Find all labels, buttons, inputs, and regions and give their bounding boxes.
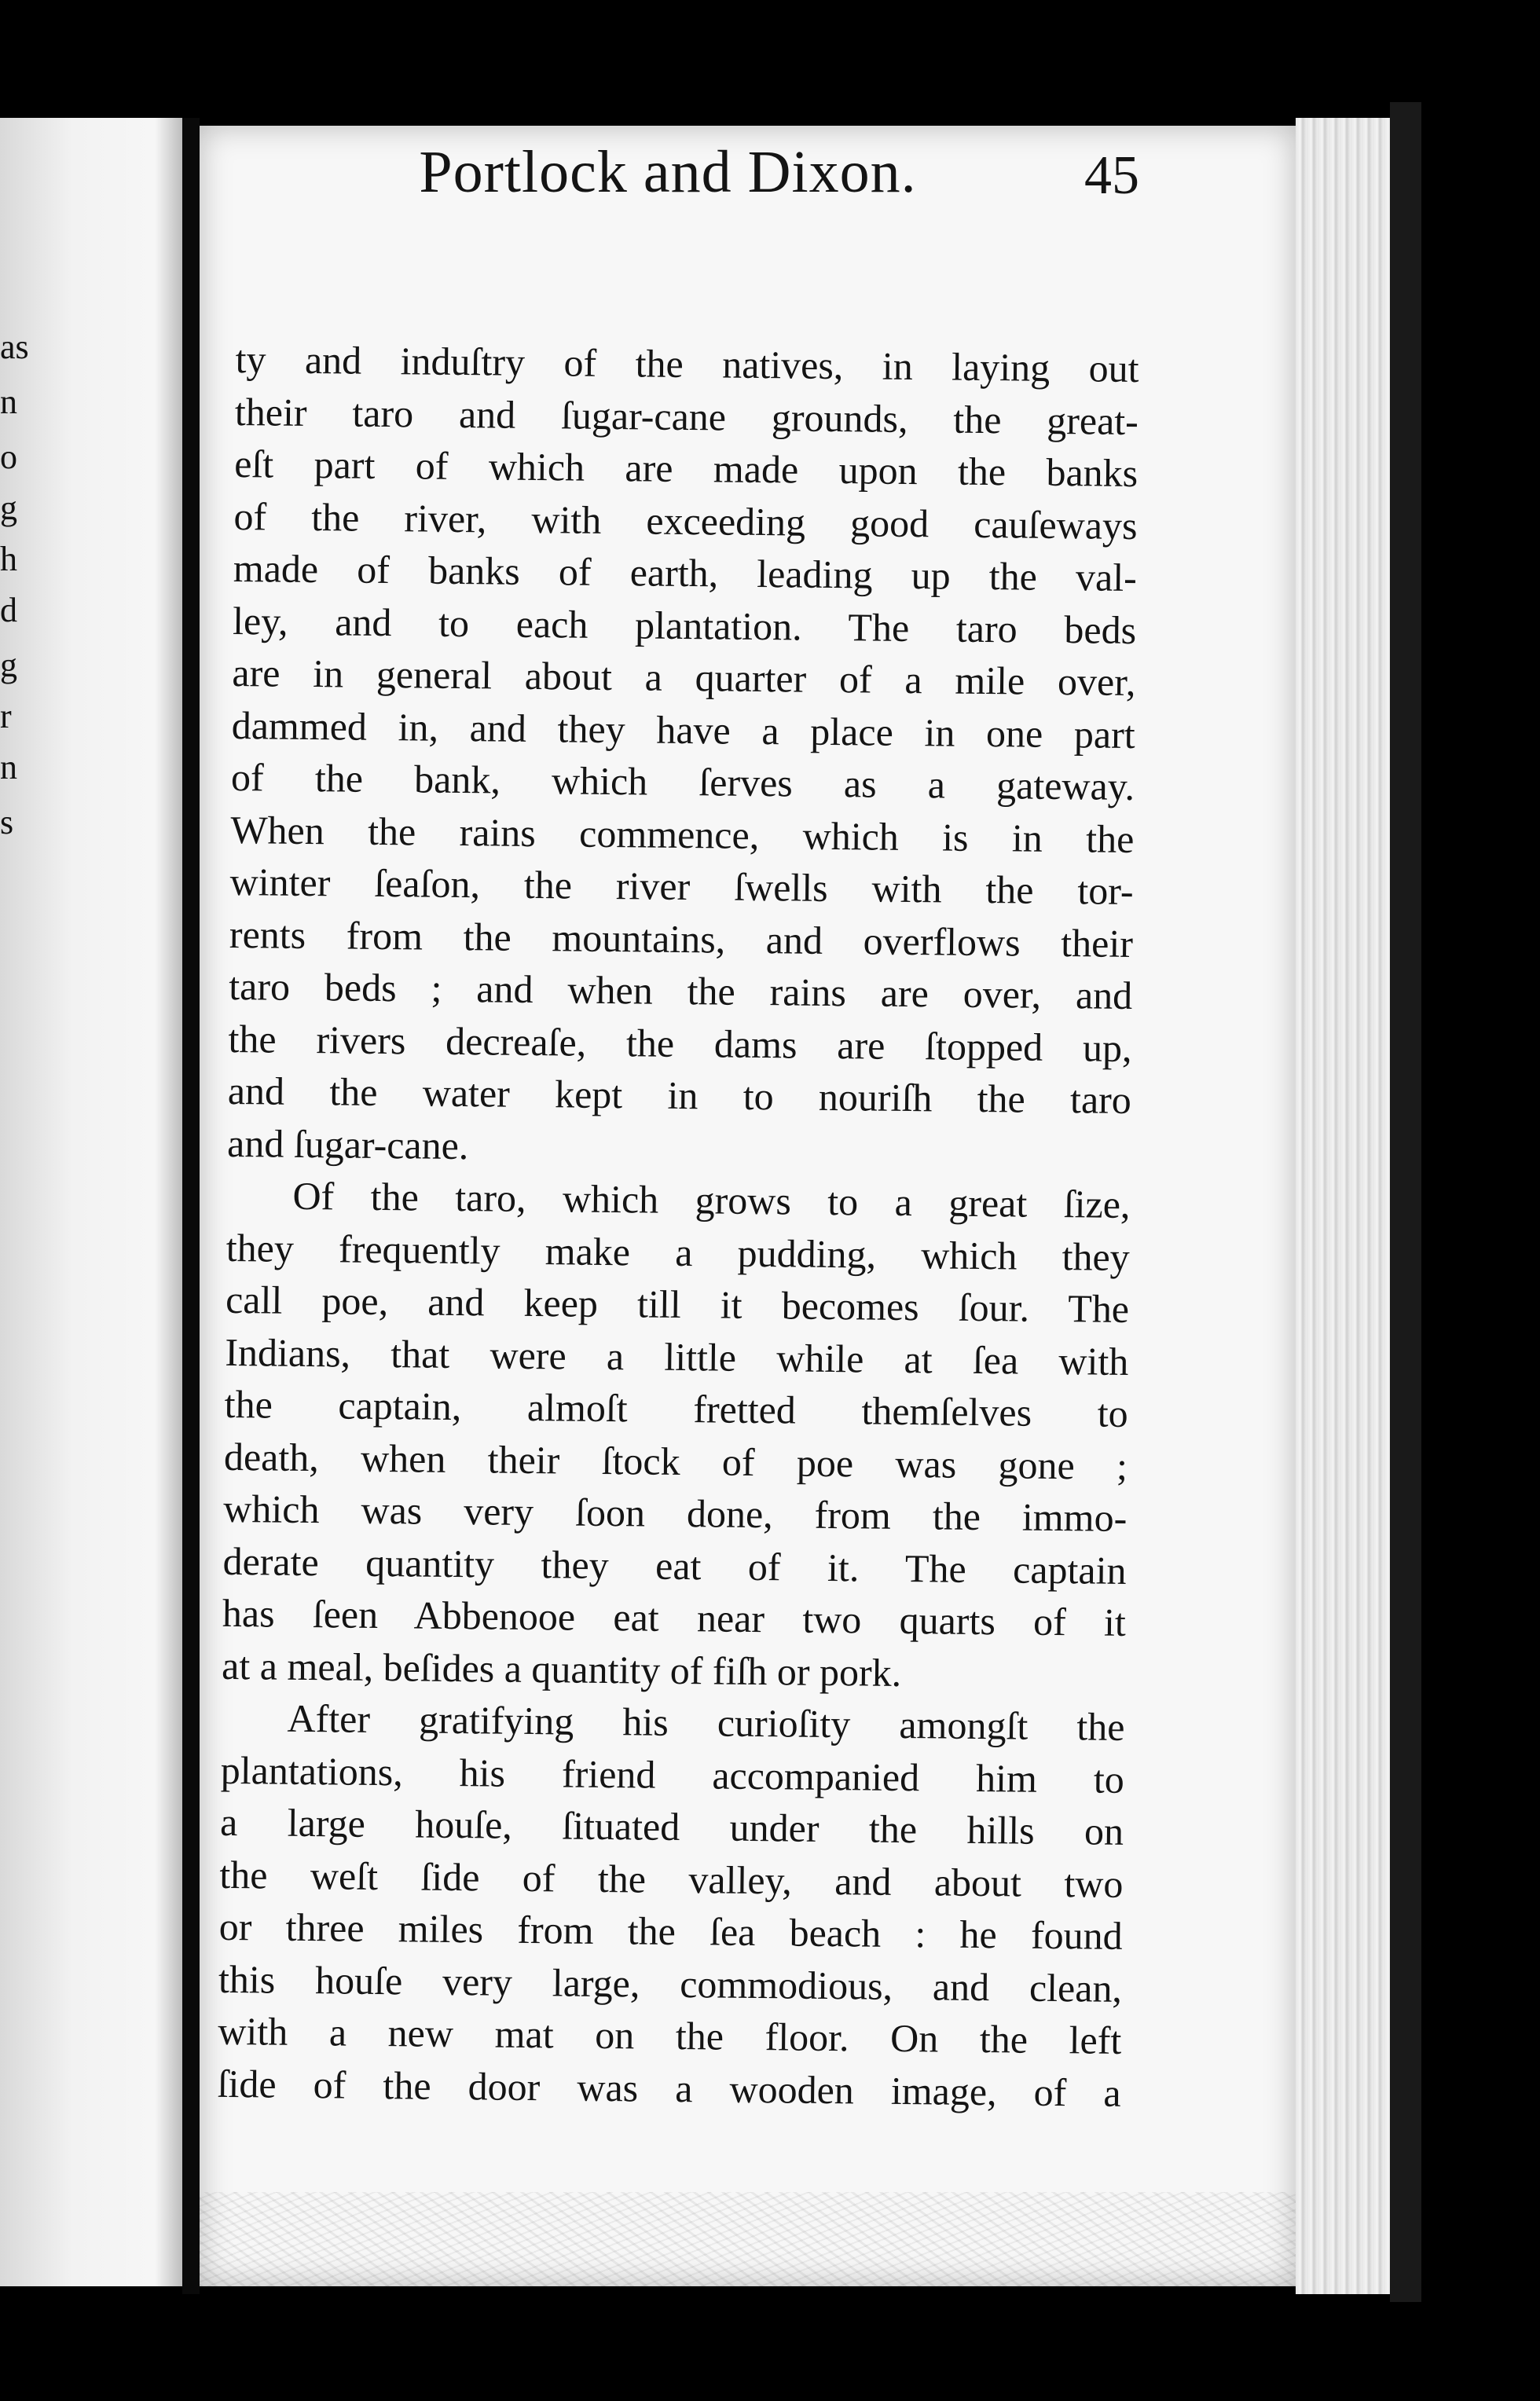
text-line: with a new mat on the floor. On the left xyxy=(218,2008,1122,2062)
text-line: the weſt ſide of the valley, and about two xyxy=(219,1852,1124,1906)
text-line: dammed in, and they have a place in one part xyxy=(231,702,1136,757)
text-line: ley, and to each plantation. The taro beds xyxy=(232,598,1137,652)
text-line: death, when their ſtock of poe was gone ; xyxy=(223,1434,1128,1488)
page-edges xyxy=(1296,118,1390,2294)
text-line: rents from the mountains, and overflows their xyxy=(229,911,1134,966)
text-line: and ſugar-cane. xyxy=(226,1120,469,1168)
text-line: or three miles from the ſea beach : he found xyxy=(218,1904,1123,1958)
text-line: Of the taro, which grows to a great ſize, xyxy=(292,1173,1131,1226)
left-page-fragment: as xyxy=(0,328,29,366)
book-gutter xyxy=(182,118,200,2294)
text-line: they frequently make a pudding, which they xyxy=(226,1225,1131,1279)
text-line: at a meal, beſides a quantity of fiſh or pork. xyxy=(221,1643,902,1695)
text-line: eſt part of which are made upon the banks xyxy=(233,441,1138,496)
text-line: which was very ſoon done, from the immo- xyxy=(223,1486,1128,1540)
cover-edge xyxy=(1390,102,1421,2302)
left-page-fragment: o xyxy=(0,438,17,476)
text-line: and the water kept in to nouriſh the taro xyxy=(227,1068,1132,1122)
left-page-fragment: r xyxy=(0,697,12,735)
text-line: made of banks of earth, leading up the val- xyxy=(233,545,1138,600)
running-head: Portlock and Dixon. xyxy=(419,139,917,205)
text-line: of the river, with exceeding good cauſeways xyxy=(233,493,1138,548)
text-line: derate quantity they eat of it. The captain xyxy=(222,1538,1127,1593)
text-line: Indians, that were a little while at ſea with xyxy=(225,1329,1129,1384)
left-page-fragment: g xyxy=(0,646,17,684)
text-line: After gratifying his curioſity amongſt the xyxy=(287,1695,1125,1749)
page-stain xyxy=(200,2192,1296,2286)
left-page-fragment: n xyxy=(0,748,17,786)
text-line: of the bank, which ſerves as a gateway. xyxy=(230,754,1135,809)
text-line: taro beds ; and when the rains are over, and xyxy=(229,963,1133,1017)
text-line: plantations, his friend accompanied him to xyxy=(220,1747,1125,1802)
text-line: has ſeen Abbenooe eat near two quarts of it xyxy=(222,1590,1127,1644)
text-line: a large houſe, ſituated under the hills on xyxy=(219,1799,1124,1853)
left-page-fragment: n xyxy=(0,383,17,421)
text-line: ſide of the door was a wooden image, of a xyxy=(217,2061,1121,2115)
body-text xyxy=(217,333,1139,2119)
text-line: winter ſeaſon, the river ſwells with the tor- xyxy=(229,859,1134,914)
text-line: are in general about a quarter of a mile over, xyxy=(232,650,1136,705)
text-line: When the rains commence, which is in the xyxy=(230,807,1135,861)
left-page-fragment: s xyxy=(0,803,14,841)
text-line: the captain, almoſt fretted themſelves to xyxy=(224,1381,1128,1435)
text-line: this houſe very large, commodious, and clean, xyxy=(218,1956,1123,2011)
left-page-fragment: d xyxy=(0,591,17,629)
text-line: ty and induſtry of the natives, in laying out xyxy=(235,336,1139,391)
text-line: the rivers decreaſe, the dams are ſtopped up, xyxy=(228,1016,1132,1070)
left-page-fragment: g xyxy=(0,489,17,527)
text-line: call poe, and keep till it becomes ſour. The xyxy=(225,1277,1130,1331)
text-line: their taro and ſugar-cane grounds, the great- xyxy=(234,389,1139,443)
left-page-fragment: h xyxy=(0,540,17,578)
left-facing-page xyxy=(0,118,182,2286)
page-number: 45 xyxy=(1084,145,1139,206)
